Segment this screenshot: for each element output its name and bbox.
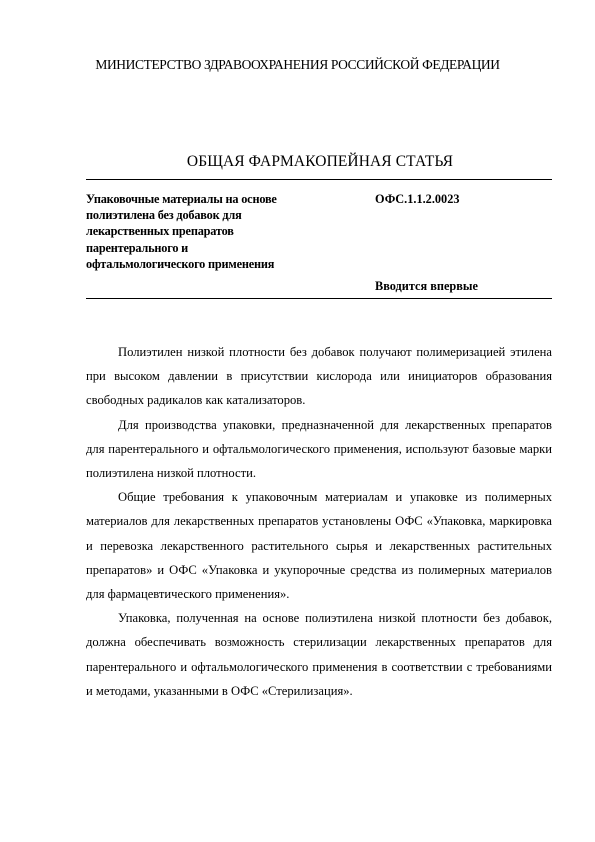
- article-subject: [86, 191, 326, 272]
- bottom-divider: [86, 298, 552, 299]
- subject-line: полиэтилена без добавок для: [86, 208, 242, 223]
- introduction-note: Вводится впервые: [375, 279, 478, 293]
- body-paragraph: Полиэтилен низкой плотности без добавок получают полимеризацией этилена при высоком давлении в присутствии кислорода или инициаторов образования свободных радикалов как катализаторов.: [86, 345, 552, 408]
- subject-line: лекарственных препаратов: [86, 224, 234, 239]
- top-divider: [86, 179, 552, 180]
- subject-line: Упаковочные материалы на основе: [86, 192, 277, 206]
- ministry-header: МИНИСТЕРСТВО ЗДРАВООХРАНЕНИЯ РОССИЙСКОЙ ФЕДЕРАЦИИ: [95, 57, 500, 72]
- document-title: ОБЩАЯ ФАРМАКОПЕЙНАЯ СТАТЬЯ: [186, 153, 454, 170]
- subject-line: офтальмологического применения: [86, 256, 275, 271]
- body-paragraph: Общие требования к упаковочным материалам и упаковке из полимерных материалов для лекарственных препаратов установлены ОФС «Упаковка, маркировка и перевозка лекарственного растительного сырья и лекарственных растительных препаратов» и ОФС «Упаковка и укупорочные средства из полимерных материалов для фармацевтического применения».: [86, 490, 552, 602]
- body-paragraph: Для производства упаковки, предназначенной для лекарственных препаратов для парентерального и офтальмологического применения, используют базовые марки полиэтилена низкой плотности.: [86, 417, 552, 481]
- subject-line: парентерального и: [86, 240, 189, 255]
- article-code: ОФС.1.1.2.0023: [375, 192, 460, 206]
- article-body: [86, 340, 552, 703]
- body-paragraph: Упаковка, полученная на основе полиэтилена низкой плотности без добавок, должна обеспечивать возможность стерилизации лекарственных препаратов для парентерального и офтальмологического применения в соответствии с требованиями и методами, указанными в ОФС «Стерилизация».: [86, 611, 552, 698]
